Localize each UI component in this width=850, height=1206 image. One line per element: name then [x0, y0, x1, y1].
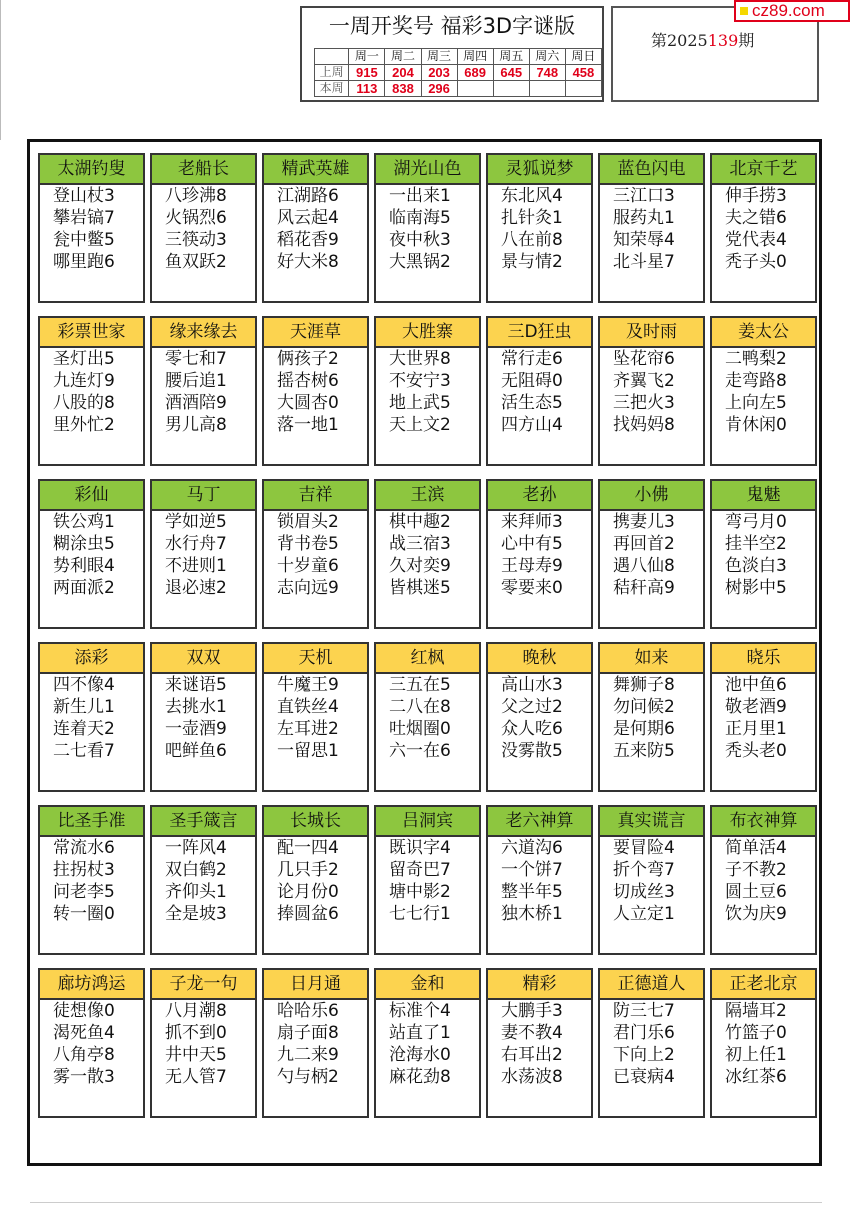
puzzle-author: 廊坊鸿运	[40, 970, 143, 1000]
puzzle-author: 布衣神算	[712, 807, 815, 837]
clue-line: 竹篮子0	[725, 1023, 787, 1043]
puzzle-box	[710, 316, 817, 466]
clue-line: 三五在5	[389, 675, 451, 695]
puzzle-author: 金和	[376, 970, 479, 1000]
clue-line: 活生态5	[501, 393, 563, 413]
clue-line: 一壶酒9	[165, 719, 227, 739]
clue-line: 三筷动3	[165, 230, 227, 250]
puzzle-author: 老六神算	[488, 807, 591, 837]
puzzle-author: 老船长	[152, 155, 255, 185]
clue-line: 拄拐杖3	[53, 860, 115, 880]
puzzle-author: 精武英雄	[264, 155, 367, 185]
puzzle-author: 太湖钓叟	[40, 155, 143, 185]
clue-line: 上向左5	[725, 393, 787, 413]
puzzle-box	[710, 479, 817, 629]
clue-line: 配一四4	[277, 838, 339, 858]
clue-line: 圆土豆6	[725, 882, 787, 902]
clue-line: 再回首2	[613, 534, 675, 554]
clue-line: 肯休闲0	[725, 415, 787, 435]
clue-line: 男儿高8	[165, 415, 227, 435]
clue-line: 吧鲜鱼6	[165, 741, 227, 761]
clue-line: 扎针灸1	[501, 208, 563, 228]
days-row	[315, 49, 602, 65]
day-label: 周六	[529, 49, 565, 65]
row-label: 上周	[315, 65, 349, 81]
clue-line: 下向上2	[613, 1045, 675, 1065]
puzzle-author: 小佛	[600, 481, 703, 511]
puzzle-box	[262, 805, 369, 955]
clue-line: 势利眼4	[53, 556, 115, 576]
clue-line: 坠花帘6	[613, 349, 675, 369]
clue-line: 酒酒陪9	[165, 393, 227, 413]
clue-line: 北斗星7	[613, 252, 675, 272]
puzzle-box	[38, 479, 145, 629]
clue-line: 防三七7	[613, 1001, 675, 1021]
puzzle-box	[150, 642, 257, 792]
clue-line: 知荣辱4	[613, 230, 675, 250]
clue-line: 背书卷5	[277, 534, 339, 554]
puzzle-box	[374, 805, 481, 955]
panel-title: 一周开奖号 福彩3D字谜版	[328, 14, 576, 38]
clue-line: 勿问候2	[613, 697, 675, 717]
clue-line: 携妻儿3	[613, 512, 675, 532]
clue-line: 学如逆5	[165, 512, 227, 532]
clue-line: 皆棋迷5	[389, 578, 451, 598]
puzzle-author: 比圣手准	[40, 807, 143, 837]
clue-line: 四不像4	[53, 675, 115, 695]
clue-line: 切成丝3	[613, 882, 675, 902]
clue-line: 战三宿3	[389, 534, 451, 554]
draw-number: 915	[349, 65, 385, 81]
clue-line: 六道沟6	[501, 838, 563, 858]
clue-line: 水荡波8	[501, 1067, 563, 1087]
clue-line: 走弯路8	[725, 371, 787, 391]
clue-line: 捧圆盆6	[277, 904, 339, 924]
clue-line: 五来防5	[613, 741, 675, 761]
puzzle-author: 三D狂虫	[488, 318, 591, 348]
clue-line: 是何期6	[613, 719, 675, 739]
puzzle-box	[374, 153, 481, 303]
clue-line: 俩孩子2	[277, 349, 339, 369]
puzzle-box	[710, 805, 817, 955]
clue-line: 心中有5	[501, 534, 563, 554]
clue-line: 左耳进2	[277, 719, 339, 739]
puzzle-box	[262, 153, 369, 303]
clue-line: 简单活4	[725, 838, 787, 858]
clue-line: 齐仰头1	[165, 882, 227, 902]
clue-line: 标准个4	[389, 1001, 451, 1021]
clue-line: 八在前8	[501, 230, 563, 250]
puzzle-author: 天机	[264, 644, 367, 674]
clue-line: 铁公鸡1	[53, 512, 115, 532]
clue-line: 地上武5	[389, 393, 451, 413]
puzzle-box	[374, 479, 481, 629]
clue-line: 党代表4	[725, 230, 787, 250]
clue-line: 找妈妈8	[613, 415, 675, 435]
clue-line: 志向远9	[277, 578, 339, 598]
clue-line: 一出来1	[389, 186, 451, 206]
puzzle-box	[150, 316, 257, 466]
puzzle-box	[598, 642, 705, 792]
puzzle-author: 天涯草	[264, 318, 367, 348]
puzzle-box	[486, 805, 593, 955]
draw-number: 113	[349, 81, 385, 97]
clue-line: 父之过2	[501, 697, 563, 717]
site-logo[interactable]: cz89.com	[734, 0, 850, 22]
puzzle-author: 老孙	[488, 481, 591, 511]
clue-line: 整半年5	[501, 882, 563, 902]
clue-line: 正月里1	[725, 719, 787, 739]
puzzle-box	[262, 968, 369, 1118]
clue-line: 君门乐6	[613, 1023, 675, 1043]
puzzle-box	[486, 642, 593, 792]
day-label: 周五	[493, 49, 529, 65]
clue-line: 勺与柄2	[277, 1067, 339, 1087]
puzzle-author: 吉祥	[264, 481, 367, 511]
clue-line: 一留思1	[277, 741, 339, 761]
clue-line: 风云起4	[277, 208, 339, 228]
clue-line: 子不教2	[725, 860, 787, 880]
puzzle-author: 王滨	[376, 481, 479, 511]
clue-line: 不安宁3	[389, 371, 451, 391]
puzzle-author: 双双	[152, 644, 255, 674]
puzzle-author: 子龙一句	[152, 970, 255, 1000]
puzzle-author: 北京千艺	[712, 155, 815, 185]
clue-line: 徒想像0	[53, 1001, 115, 1021]
clue-line: 池中鱼6	[725, 675, 787, 695]
draw-number: 838	[385, 81, 421, 97]
puzzle-box	[38, 805, 145, 955]
puzzle-author: 蓝色闪电	[600, 155, 703, 185]
clue-line: 渴死鱼4	[53, 1023, 115, 1043]
clue-line: 要冒险4	[613, 838, 675, 858]
clue-line: 糊涂虫5	[53, 534, 115, 554]
clue-line: 站直了1	[389, 1023, 451, 1043]
clue-line: 转一圈0	[53, 904, 115, 924]
clue-line: 江湖路6	[277, 186, 339, 206]
clue-line: 落一地1	[277, 415, 339, 435]
clue-line: 高山水3	[501, 675, 563, 695]
clue-line: 九连灯9	[53, 371, 115, 391]
puzzle-author: 晓乐	[712, 644, 815, 674]
puzzle-box	[374, 642, 481, 792]
clue-line: 八珍沸8	[165, 186, 227, 206]
clue-line: 三江口3	[613, 186, 675, 206]
puzzle-author: 真实谎言	[600, 807, 703, 837]
puzzle-box	[150, 479, 257, 629]
draw-number: 458	[565, 65, 601, 81]
draw-number: 203	[421, 65, 457, 81]
clue-line: 右耳出2	[501, 1045, 563, 1065]
clue-line: 双白鹤2	[165, 860, 227, 880]
clue-line: 直铁丝4	[277, 697, 339, 717]
clue-line: 扇子面8	[277, 1023, 339, 1043]
puzzle-author: 吕洞宾	[376, 807, 479, 837]
clue-line: 六一在6	[389, 741, 451, 761]
clue-line: 棋中趣2	[389, 512, 451, 532]
clue-line: 摇杏树6	[277, 371, 339, 391]
puzzle-author: 及时雨	[600, 318, 703, 348]
clue-line: 大黑锅2	[389, 252, 451, 272]
clue-line: 冰红茶6	[725, 1067, 787, 1087]
day-label: 周三	[421, 49, 457, 65]
clue-line: 无阻碍0	[501, 371, 563, 391]
clue-line: 秃子头0	[725, 252, 787, 272]
clue-line: 弯弓月0	[725, 512, 787, 532]
weekly-results-panel	[300, 6, 604, 102]
clue-line: 零七和7	[165, 349, 227, 369]
draw-number	[565, 81, 601, 97]
page-edge-line	[0, 0, 1, 140]
day-label: 周日	[565, 49, 601, 65]
puzzle-author: 添彩	[40, 644, 143, 674]
clue-line: 挂半空2	[725, 534, 787, 554]
puzzle-author: 鬼魅	[712, 481, 815, 511]
clue-line: 初上任1	[725, 1045, 787, 1065]
clue-line: 常行走6	[501, 349, 563, 369]
clue-line: 夫之错6	[725, 208, 787, 228]
clue-line: 连着天2	[53, 719, 115, 739]
clue-line: 四方山4	[501, 415, 563, 435]
puzzle-box	[150, 968, 257, 1118]
puzzle-box	[710, 153, 817, 303]
puzzle-author: 如来	[600, 644, 703, 674]
clue-line: 不进则1	[165, 556, 227, 576]
clue-line: 齐翼飞2	[613, 371, 675, 391]
clue-line: 三把火3	[613, 393, 675, 413]
puzzle-box	[486, 968, 593, 1118]
clue-line: 哪里跑6	[53, 252, 115, 272]
clue-line: 登山杖3	[53, 186, 115, 206]
puzzle-box	[262, 642, 369, 792]
clue-line: 二七看7	[53, 741, 115, 761]
clue-line: 吐烟圈0	[389, 719, 451, 739]
clue-line: 二鸭梨2	[725, 349, 787, 369]
puzzle-grid	[27, 139, 822, 1166]
puzzle-box	[38, 316, 145, 466]
puzzle-box	[486, 153, 593, 303]
logo-square-icon	[740, 7, 748, 15]
clue-line: 九二来9	[277, 1045, 339, 1065]
clue-line: 哈哈乐6	[277, 1001, 339, 1021]
day-label: 周一	[349, 49, 385, 65]
weekly-results-table	[314, 48, 602, 97]
day-label: 周四	[457, 49, 493, 65]
clue-line: 全是坡3	[165, 904, 227, 924]
puzzle-author: 缘来缘去	[152, 318, 255, 348]
puzzle-author: 大胜寨	[376, 318, 479, 348]
this-week-row	[315, 81, 602, 97]
clue-line: 留奇巴7	[389, 860, 451, 880]
clue-line: 既识字4	[389, 838, 451, 858]
puzzle-box	[38, 642, 145, 792]
puzzle-box	[150, 805, 257, 955]
puzzle-box	[598, 968, 705, 1118]
clue-line: 麻花劲8	[389, 1067, 451, 1087]
puzzle-author: 灵狐说梦	[488, 155, 591, 185]
clue-line: 饮为庆9	[725, 904, 787, 924]
clue-line: 独木桥1	[501, 904, 563, 924]
draw-number	[529, 81, 565, 97]
clue-line: 攀岩镐7	[53, 208, 115, 228]
clue-line: 瓮中鳖5	[53, 230, 115, 250]
clue-line: 沧海水0	[389, 1045, 451, 1065]
clue-line: 树影中5	[725, 578, 787, 598]
clue-line: 夜中秋3	[389, 230, 451, 250]
clue-line: 一个饼7	[501, 860, 563, 880]
clue-line: 来拜师3	[501, 512, 563, 532]
clue-line: 稻花香9	[277, 230, 339, 250]
clue-line: 新生儿1	[53, 697, 115, 717]
puzzle-box	[486, 479, 593, 629]
clue-line: 众人吃6	[501, 719, 563, 739]
clue-line: 八角亭8	[53, 1045, 115, 1065]
puzzle-author: 正德道人	[600, 970, 703, 1000]
clue-line: 十岁童6	[277, 556, 339, 576]
last-week-row	[315, 65, 602, 81]
puzzle-box	[150, 153, 257, 303]
clue-line: 秸秆高9	[613, 578, 675, 598]
clue-line: 来谜语5	[165, 675, 227, 695]
puzzle-box	[374, 316, 481, 466]
clue-line: 秃头老0	[725, 741, 787, 761]
draw-number: 689	[457, 65, 493, 81]
clue-line: 折个弯7	[613, 860, 675, 880]
clue-line: 遇八仙8	[613, 556, 675, 576]
clue-line: 八月潮8	[165, 1001, 227, 1021]
clue-line: 里外忙2	[53, 415, 115, 435]
clue-line: 火锅烈6	[165, 208, 227, 228]
clue-line: 常流水6	[53, 838, 115, 858]
clue-line: 景与情2	[501, 252, 563, 272]
clue-line: 人立定1	[613, 904, 675, 924]
day-label: 周二	[385, 49, 421, 65]
clue-line: 大圆杏0	[277, 393, 339, 413]
clue-line: 大鹏手3	[501, 1001, 563, 1021]
puzzle-author: 日月通	[264, 970, 367, 1000]
puzzle-author: 精彩	[488, 970, 591, 1000]
draw-number: 748	[529, 65, 565, 81]
clue-line: 天上文2	[389, 415, 451, 435]
puzzle-author: 彩票世家	[40, 318, 143, 348]
clue-line: 伸手捞3	[725, 186, 787, 206]
clue-line: 色淡白3	[725, 556, 787, 576]
clue-line: 二八在8	[389, 697, 451, 717]
row-label: 本周	[315, 81, 349, 97]
clue-line: 东北风4	[501, 186, 563, 206]
clue-line: 两面派2	[53, 578, 115, 598]
clue-line: 论月份0	[277, 882, 339, 902]
puzzle-author: 长城长	[264, 807, 367, 837]
clue-line: 服药丸1	[613, 208, 675, 228]
clue-line: 几只手2	[277, 860, 339, 880]
clue-line: 临南海5	[389, 208, 451, 228]
clue-line: 八股的8	[53, 393, 115, 413]
clue-line: 久对奕9	[389, 556, 451, 576]
clue-line: 锁眉头2	[277, 512, 339, 532]
draw-number: 296	[421, 81, 457, 97]
clue-line: 舞狮子8	[613, 675, 675, 695]
puzzle-box	[598, 805, 705, 955]
puzzle-author: 正老北京	[712, 970, 815, 1000]
puzzle-author: 姜太公	[712, 318, 815, 348]
clue-line: 隔墙耳2	[725, 1001, 787, 1021]
footer-divider	[30, 1202, 822, 1203]
clue-line: 鱼双跃2	[165, 252, 227, 272]
puzzle-box	[486, 316, 593, 466]
puzzle-box	[710, 968, 817, 1118]
puzzle-box	[598, 316, 705, 466]
puzzle-box	[598, 153, 705, 303]
clue-line: 敬老酒9	[725, 697, 787, 717]
clue-line: 一阵风4	[165, 838, 227, 858]
clue-line: 退必速2	[165, 578, 227, 598]
clue-line: 好大米8	[277, 252, 339, 272]
puzzle-box	[374, 968, 481, 1118]
clue-line: 腰后追1	[165, 371, 227, 391]
puzzle-box	[710, 642, 817, 792]
draw-number: 204	[385, 65, 421, 81]
issue-number: 第2025139期	[651, 31, 755, 50]
clue-line: 大世界8	[389, 349, 451, 369]
draw-number: 645	[493, 65, 529, 81]
draw-number	[493, 81, 529, 97]
clue-line: 七七行1	[389, 904, 451, 924]
clue-line: 雾一散3	[53, 1067, 115, 1087]
clue-line: 妻不教4	[501, 1023, 563, 1043]
puzzle-box	[38, 153, 145, 303]
puzzle-box	[598, 479, 705, 629]
puzzle-box	[38, 968, 145, 1118]
puzzle-author: 圣手箴言	[152, 807, 255, 837]
clue-line: 水行舟7	[165, 534, 227, 554]
puzzle-box	[262, 479, 369, 629]
clue-line: 无人管7	[165, 1067, 227, 1087]
clue-line: 井中天5	[165, 1045, 227, 1065]
clue-line: 牛魔王9	[277, 675, 339, 695]
clue-line: 抓不到0	[165, 1023, 227, 1043]
puzzle-author: 红枫	[376, 644, 479, 674]
clue-line: 问老李5	[53, 882, 115, 902]
puzzle-author: 晚秋	[488, 644, 591, 674]
clue-line: 圣灯出5	[53, 349, 115, 369]
clue-line: 去挑水1	[165, 697, 227, 717]
clue-line: 已衰病4	[613, 1067, 675, 1087]
puzzle-author: 彩仙	[40, 481, 143, 511]
draw-number	[457, 81, 493, 97]
puzzle-author: 马丁	[152, 481, 255, 511]
puzzle-box	[262, 316, 369, 466]
clue-line: 零要来0	[501, 578, 563, 598]
clue-line: 王母寿9	[501, 556, 563, 576]
puzzle-author: 湖光山色	[376, 155, 479, 185]
clue-line: 塘中影2	[389, 882, 451, 902]
clue-line: 没雾散5	[501, 741, 563, 761]
